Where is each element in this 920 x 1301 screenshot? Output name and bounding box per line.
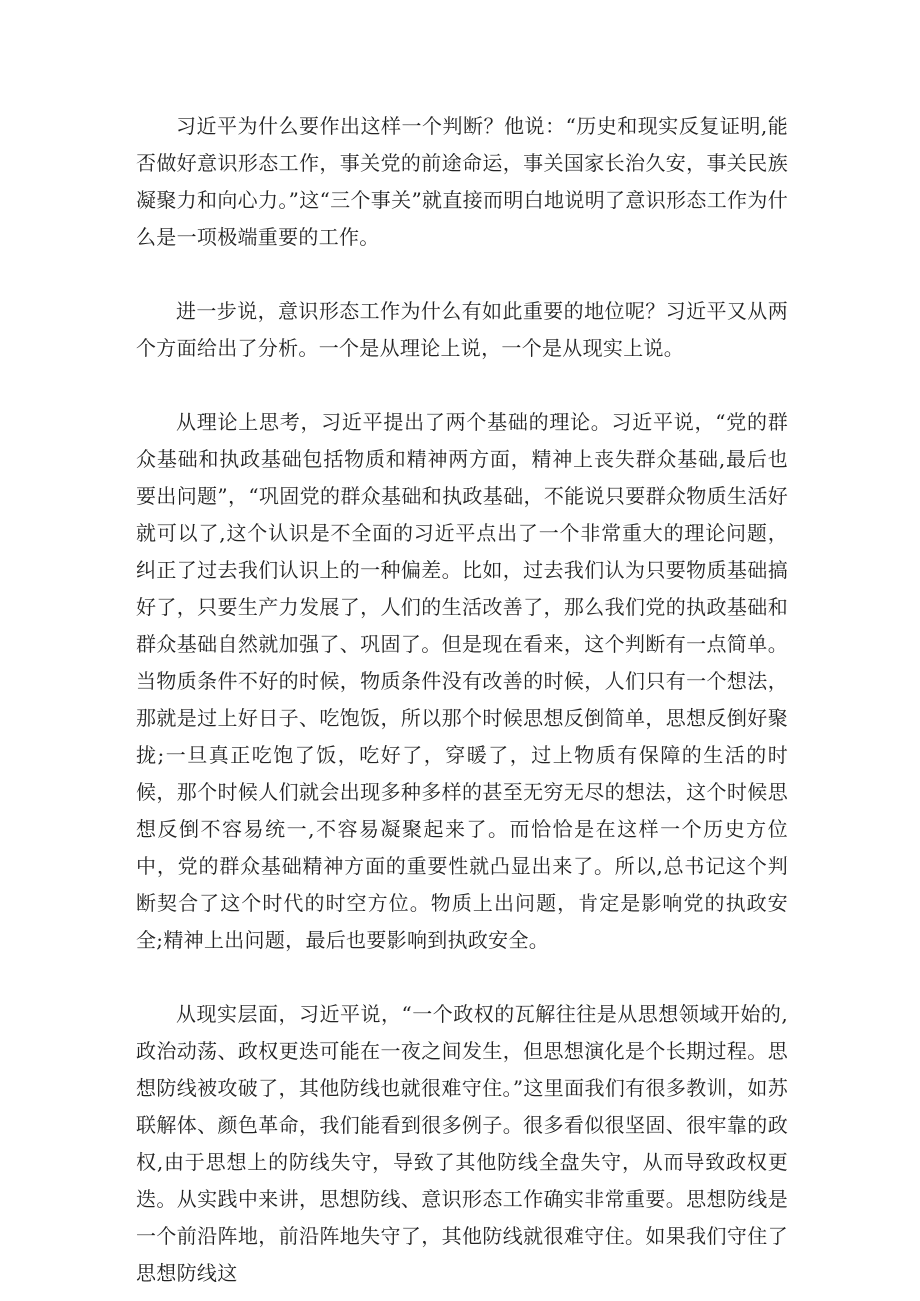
paragraph-1: 习近平为什么要作出这样一个判断？他说：“历史和现实反复证明,能否做好意识形态工作，事关党的前途命运，事关国家长治久安，事关民族凝聚力和向心力。”这“三个事关”就直接而明白地说明了意识形态工作为什么是一项极端重要的工作。 xyxy=(136,114,788,249)
paragraph-4: 从现实层面，习近平说，“一个政权的瓦解往往是从思想领域开始的,政治动荡、政权更迭可能在一夜之间发生，但思想演化是个长期过程。思想防线被攻破了，其他防线也就很难守住。”这里面我们有很多教训，如苏联解体、颜色革命，我们能看到很多例子。很多看似很坚固、很牢靠的政权,由于思想上的防线失守，导致了其他防线全盘失守，从而导致政权更迭。从实践中来讲，思想防线、意识形态工作确实非常重要。思想防线是一个前沿阵地，前沿阵地失守了，其他防线就很难守住。如果我们守住了思想防线这 xyxy=(136,1002,788,1285)
paragraph-3: 从理论上思考，习近平提出了两个基础的理论。习近平说，“党的群众基础和执政基础包括物质和精神两方面，精神上丧失群众基础,最后也要出问题”，“巩固党的群众基础和执政基础，不能说只要群众物质生活好就可以了,这个认识是不全面的习近平点出了一个非常重大的理论问题，纠正了过去我们认识上的一种偏差。比如，过去我们认为只要物质基础搞好了，只要生产力发展了，人们的生活改善了，那么我们党的执政基础和群众基础自然就加强了、巩固了。但是现在看来，这个判断有一点简单。当物质条件不好的时候，物质条件没有改善的时候，人们只有一个想法，那就是过上好日子、吃饱饭，所以那个时候思想反倒简单，思想反倒好聚拢;一旦真正吃饱了饭，吃好了，穿暖了，过上物质有保障的生活的时候，那个时候人们就会出现多种多样的甚至无穷无尽的想法，这个时候思想反倒不容易统一,不容易凝聚起来了。而恰恰是在这样一个历史方位中，党的群众基础精神方面的重要性就凸显出来了。所以,总书记这个判断契合了这个时代的时空方位。物质上出问题，肯定是影响党的执政安全;精神上出问题，最后也要影响到执政安全。 xyxy=(136,410,788,952)
paragraph-2: 进一步说，意识形态工作为什么有如此重要的地位呢？习近平又从两个方面给出了分析。一个是从理论上说，一个是从现实上说。 xyxy=(136,299,788,360)
document-body xyxy=(136,108,788,1292)
